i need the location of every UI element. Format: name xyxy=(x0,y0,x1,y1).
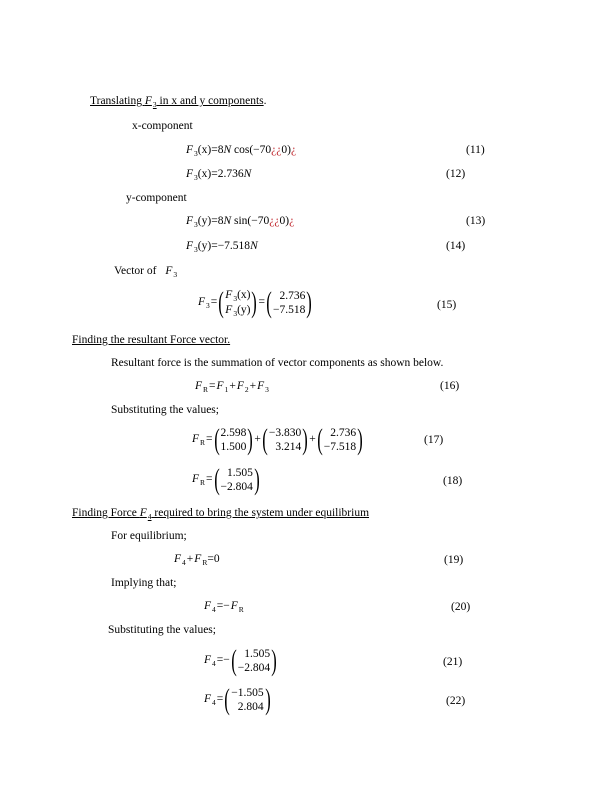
value: =8 xyxy=(211,215,224,227)
math-token: 1.505 xyxy=(244,648,271,660)
function: sin xyxy=(231,215,248,227)
math-token: 4 xyxy=(212,698,216,708)
heading-period: . xyxy=(263,95,267,107)
value: =2.736 xyxy=(211,168,244,180)
equation-number-16: (16) xyxy=(440,380,460,392)
math-token: F xyxy=(257,380,265,392)
left-paren: ( xyxy=(317,423,323,456)
math-token: F xyxy=(174,553,182,565)
math-token: 2.804 xyxy=(237,701,264,713)
angle: (−70 xyxy=(247,215,270,227)
matrix-column xyxy=(268,426,302,454)
math-token: −7.518 xyxy=(323,441,357,453)
section-heading-resultant: Finding the resultant Force vector. xyxy=(72,334,231,346)
math-token: = xyxy=(209,380,216,392)
left-paren: ( xyxy=(224,683,231,716)
left-paren: ( xyxy=(262,423,268,456)
math-token: F xyxy=(216,380,224,392)
subscript: 3 xyxy=(194,245,198,254)
subscript: 3 xyxy=(173,270,178,279)
math-token: F xyxy=(236,380,244,392)
force-subscript: 3 xyxy=(152,100,157,109)
matrix-column xyxy=(272,289,306,317)
section-heading-translating xyxy=(90,96,267,108)
right-paren: ) xyxy=(357,423,363,456)
unit: N xyxy=(223,144,232,156)
math-token: −1.505 xyxy=(231,687,264,699)
math-token: 2.736 xyxy=(330,427,357,439)
value: =−7.518 xyxy=(211,240,251,252)
equation-12 xyxy=(186,169,251,181)
math-token: F xyxy=(204,600,212,612)
broken-glyph: ¿ xyxy=(289,215,295,227)
math-token: Finding Force xyxy=(72,507,140,519)
x-component-label: x-component xyxy=(132,120,193,132)
math-token: = xyxy=(206,433,213,446)
right-paren: ) xyxy=(254,463,260,496)
equation-20 xyxy=(204,601,244,613)
math-token: 3.214 xyxy=(275,441,302,453)
equation-17 xyxy=(192,425,363,455)
equation-body xyxy=(198,288,312,318)
math-token: F xyxy=(195,380,203,392)
math-token: F xyxy=(139,507,147,519)
equation-21 xyxy=(204,646,277,676)
equation-15 xyxy=(198,288,312,318)
math-token: R xyxy=(200,438,206,448)
equals: = xyxy=(258,296,265,309)
label-text: Vector of xyxy=(114,265,157,277)
math-token: + xyxy=(186,553,194,565)
right-paren: ) xyxy=(251,286,258,319)
equation-22 xyxy=(204,685,271,715)
matrix-column xyxy=(323,426,357,454)
unit: N xyxy=(243,168,252,180)
left-paren: ( xyxy=(231,644,237,677)
math-token: + xyxy=(309,433,316,446)
unit: N xyxy=(223,215,232,227)
math-token: F xyxy=(194,553,202,565)
equation-13 xyxy=(186,216,294,228)
equation-number-18: (18) xyxy=(443,475,463,487)
math-token: 4 xyxy=(182,558,186,567)
y-component-label: y-component xyxy=(126,192,187,204)
unit: N xyxy=(250,240,258,252)
resultant-intro: Resultant force is the summation of vector components as shown below. xyxy=(111,357,444,369)
math-token: + xyxy=(229,380,236,392)
math-token: F xyxy=(192,433,200,446)
force-symbol: F xyxy=(144,95,152,107)
equation-number-13: (13) xyxy=(466,215,486,227)
implying-label: Implying that; xyxy=(111,577,177,589)
right-paren: ) xyxy=(306,286,313,319)
angle-close: 0) xyxy=(279,215,290,227)
subscript: 3 xyxy=(194,220,198,229)
equation-number-12: (12) xyxy=(446,168,466,180)
math-token: + xyxy=(249,380,257,392)
math-token: 3 xyxy=(233,309,238,318)
broken-glyph: ¿¿ xyxy=(271,144,282,156)
function: cos xyxy=(231,144,250,156)
equation-18 xyxy=(192,465,260,495)
matrix-column xyxy=(237,647,271,675)
equation-number-11: (11) xyxy=(466,144,485,156)
equals: = xyxy=(210,296,218,309)
angle-close: 0) xyxy=(281,144,291,156)
symbol: F xyxy=(186,168,194,180)
math-token: F xyxy=(230,600,238,612)
math-token: = xyxy=(216,693,224,706)
math-token: =0 xyxy=(207,553,220,565)
math-token: R xyxy=(203,385,209,394)
equation-number-19: (19) xyxy=(444,554,464,566)
heading-text: in x and y components xyxy=(156,95,264,107)
argument: (x) xyxy=(197,144,212,156)
math-token: F xyxy=(192,473,200,486)
math-token: + xyxy=(254,433,261,446)
math-token: −2.804 xyxy=(220,481,253,493)
equation-number-15: (15) xyxy=(437,299,457,311)
matrix-cell: −7.518 xyxy=(272,304,306,316)
left-paren: ( xyxy=(213,463,220,496)
angle: (−70 xyxy=(249,144,272,156)
equation-11 xyxy=(186,145,296,157)
matrix-column xyxy=(220,466,254,494)
math-token: 1.500 xyxy=(220,441,247,453)
matrix-cell: 2.736 xyxy=(279,290,306,302)
equation-number-17: (17) xyxy=(424,434,444,446)
broken-glyph: ¿ xyxy=(290,144,297,156)
heading-text: Translating xyxy=(90,95,145,107)
math-token: = xyxy=(206,473,213,486)
math-token: R xyxy=(238,605,244,614)
left-paren: ( xyxy=(218,286,225,319)
value: =8 xyxy=(211,144,224,156)
symbol: F xyxy=(165,265,173,277)
symbol: F xyxy=(186,144,194,156)
subscript: 3 xyxy=(194,173,198,182)
matrix-cell xyxy=(225,303,250,318)
substituting-label: Substituting the values; xyxy=(111,404,219,416)
math-token: =− xyxy=(216,600,230,612)
equation-16 xyxy=(195,381,269,393)
section-heading-f4 xyxy=(72,508,369,520)
math-token: 3 xyxy=(233,294,238,303)
for-equilibrium-label: For equilibrium; xyxy=(111,530,187,542)
substituting-label-2: Substituting the values; xyxy=(108,624,216,636)
matrix-cell xyxy=(225,288,250,303)
equation-14 xyxy=(186,241,258,253)
math-token: R xyxy=(200,478,206,488)
equation-number-14: (14) xyxy=(446,240,466,252)
math-token: −3.830 xyxy=(268,427,302,439)
matrix-column xyxy=(224,288,251,318)
equation-number-22: (22) xyxy=(446,695,466,707)
equation-19 xyxy=(174,554,220,566)
right-paren: ) xyxy=(247,423,254,456)
math-token: F xyxy=(225,304,233,316)
math-token: 1.505 xyxy=(227,467,253,479)
left-paren: ( xyxy=(213,423,220,456)
subscript: 3 xyxy=(194,149,198,158)
math-token: 2 xyxy=(244,385,249,394)
matrix-column xyxy=(230,686,264,714)
math-token: 4 xyxy=(212,659,216,669)
symbol: F xyxy=(198,296,206,309)
symbol: F xyxy=(186,215,194,227)
argument: (y) xyxy=(197,240,212,252)
math-token: =− xyxy=(216,654,230,667)
math-token: 2.598 xyxy=(220,427,247,439)
matrix-column xyxy=(220,426,248,454)
math-token: 4 xyxy=(147,512,152,521)
broken-glyph: ¿¿ xyxy=(269,215,280,227)
math-token: required to bring the system under equilibrium xyxy=(151,507,370,519)
math-token: (y) xyxy=(237,304,251,316)
vector-of-label xyxy=(114,266,177,278)
math-token: 3 xyxy=(265,385,269,394)
math-token: 4 xyxy=(212,605,216,614)
argument: (y) xyxy=(197,215,212,227)
right-paren: ) xyxy=(264,683,271,716)
math-token: R xyxy=(202,558,208,567)
math-token: F xyxy=(204,693,212,706)
math-token: 1 xyxy=(224,385,229,394)
symbol: F xyxy=(186,240,194,252)
argument: (x) xyxy=(197,168,212,180)
right-paren: ) xyxy=(271,644,277,677)
right-paren: ) xyxy=(302,423,309,456)
math-token: F xyxy=(204,654,212,667)
math-token: (x) xyxy=(237,289,251,301)
subscript: 3 xyxy=(206,301,210,311)
equation-number-21: (21) xyxy=(443,656,463,668)
math-token: F xyxy=(225,289,233,301)
left-paren: ( xyxy=(266,286,272,319)
math-token: −2.804 xyxy=(237,662,271,674)
equation-number-20: (20) xyxy=(451,601,471,613)
